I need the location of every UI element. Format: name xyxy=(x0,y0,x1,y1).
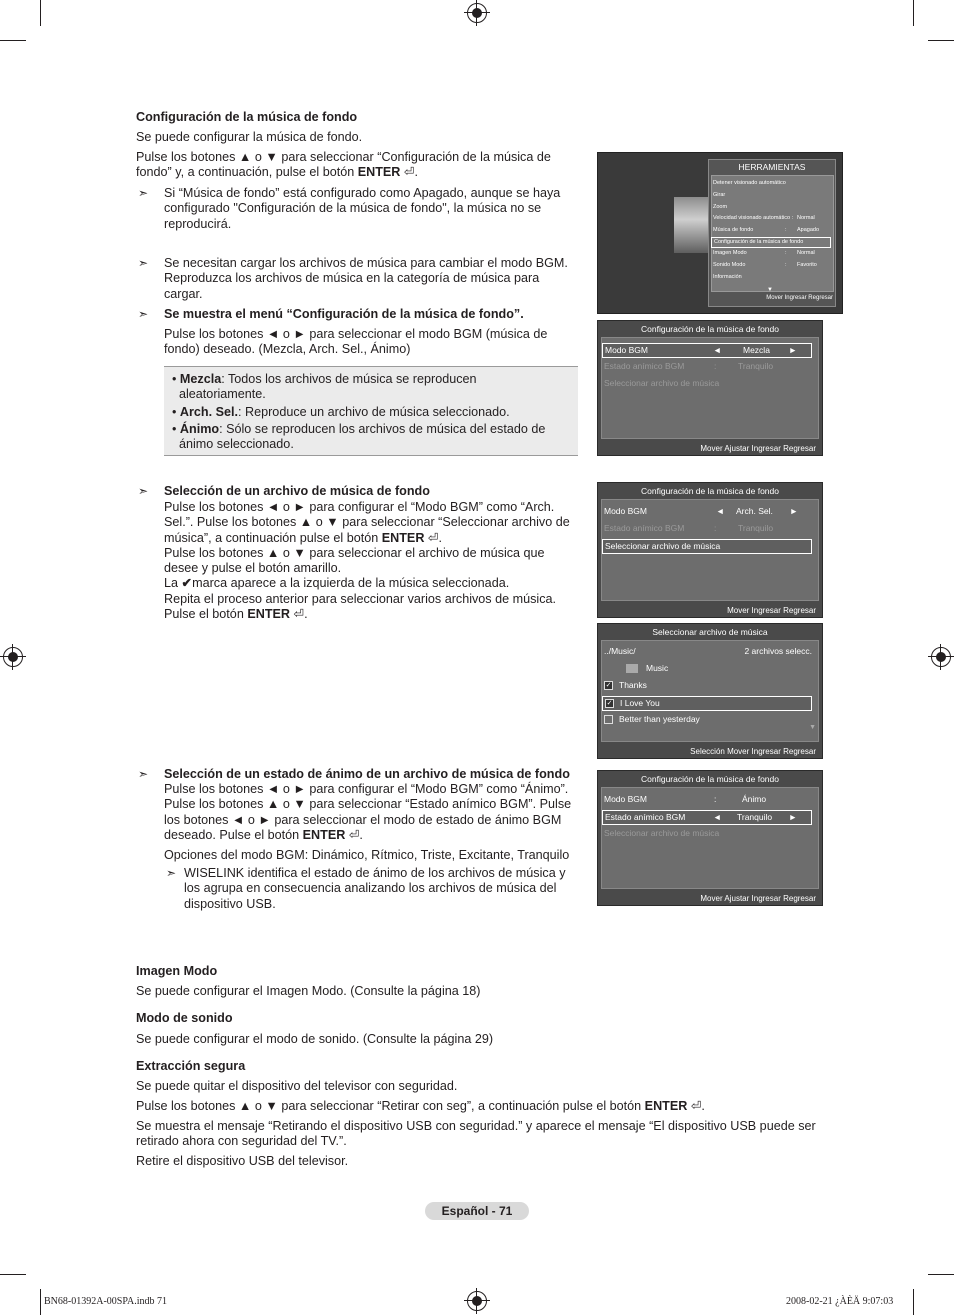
tools-item[interactable]: Velocidad visionado automático : Normal xyxy=(713,215,815,222)
body-text: Pulse los botones ▲ o ▼ para seleccionar “Configuración de la música de xyxy=(136,150,551,164)
screen-footer: Mover Ingresar Regresar xyxy=(727,606,816,615)
checkmark-icon: ✔ xyxy=(181,576,193,591)
tools-item[interactable]: Imagen Modo : Normal xyxy=(713,249,815,256)
scroll-down-icon: ▼ xyxy=(809,724,816,731)
screen-title: Configuración de la música de fondo xyxy=(641,324,779,334)
mood-row[interactable]: Estado anímico BGM : Tranquilo xyxy=(604,361,774,371)
photo-thumbnail xyxy=(674,197,710,253)
left-arrow-icon: ◄ xyxy=(716,506,725,516)
note-text: Si “Música de fondo” está configurado como Apagado, aunque se haya configurado "Configuración de la música de fondo", la música no se reproducirá. xyxy=(164,186,561,231)
enter-icon: ⏎ xyxy=(427,530,439,545)
enter-icon: ⏎ xyxy=(690,1099,702,1113)
tools-menu-title: HERRAMIENTAS xyxy=(738,162,806,172)
bgm-config-screen xyxy=(597,770,823,906)
screen-title: Configuración de la música de fondo xyxy=(641,486,779,496)
body-text: Se puede configurar el Imagen Modo. (Consulte la página 18) xyxy=(136,984,481,998)
note-arrow-icon: ➣ xyxy=(138,186,149,200)
note-text: WISELINK identifica el estado de ánimo de los archivos de música y los agrupa en consecuencia analizando los archivos de música del dispositivo USB. xyxy=(184,866,566,911)
note-arrow-icon: ➣ xyxy=(138,767,149,781)
screen-footer: Mover Ajustar Ingresar Regresar xyxy=(700,894,816,903)
crop-mark xyxy=(40,1289,41,1315)
body-text: Se puede quitar el dispositivo del televisor con seguridad. xyxy=(136,1079,458,1093)
screen-title: Configuración de la música de fondo xyxy=(641,774,779,784)
file-row[interactable]: Better than yesterday xyxy=(604,713,814,726)
right-arrow-icon: ► xyxy=(788,812,797,822)
select-file-row[interactable]: Seleccionar archivo de música xyxy=(602,539,812,554)
intro-text: Se puede configurar la música de fondo. xyxy=(136,130,363,144)
registration-mark-icon xyxy=(931,647,951,667)
bgm-mode-row[interactable]: Modo BGM : Ánimo xyxy=(604,794,767,804)
bullet-item: • Ánimo: Sólo se reproducen los archivos de música del estado de ánimo seleccionado. xyxy=(172,422,546,452)
registration-mark-icon xyxy=(467,1291,487,1311)
note-arrow-icon: ➣ xyxy=(138,307,149,321)
section-heading: Configuración de la música de fondo xyxy=(136,110,358,124)
body-text: Se muestra el mensaje “Retirando el dispositivo USB con seguridad.” y aparece el mensaje “El dispositivo USB puede ser retirado ahora con seguridad del TV.”. xyxy=(136,1119,816,1149)
crop-mark xyxy=(928,40,954,41)
tools-item[interactable]: Girar xyxy=(713,191,726,198)
folder-row[interactable]: Music xyxy=(626,662,814,675)
crop-mark xyxy=(40,0,41,26)
note-arrow-icon: ➣ xyxy=(166,866,177,880)
print-info-left: BN68-01392A-00SPA.indb 71 xyxy=(44,1296,167,1307)
screen-footer: Selección Mover Ingresar Regresar xyxy=(690,747,816,756)
file-row-selected[interactable]: ✓ I Love You xyxy=(602,696,812,711)
scroll-down-icon: ▼ xyxy=(767,287,773,293)
note-title: Selección de un archivo de música de fondo xyxy=(164,484,430,498)
bullet-item: • Arch. Sel.: Reproduce un archivo de música seleccionado. xyxy=(172,405,510,419)
bgm-mode-row[interactable]: Modo BGM ◄ Mezcla ► xyxy=(602,343,812,358)
note-text: Pulse los botones ◄ o ► para seleccionar el modo BGM (música de fondo) deseado. (Mezcla, Arch. Sel., Ánimo) xyxy=(164,327,548,357)
note-title: Se muestra el menú “Configuración de la música de fondo”. xyxy=(164,307,524,321)
screen-title: Seleccionar archivo de música xyxy=(652,627,768,637)
body-text: fondo” y, a continuación, pulse el botón ENTER ⏎. xyxy=(136,165,418,179)
note-title: Selección de un estado de ánimo de un archivo de música de fondo xyxy=(164,767,570,781)
tools-menu-screen xyxy=(597,152,843,314)
bullet-item: • Mezcla: Todos los archivos de música se reproducen aleatoriamente. xyxy=(172,372,477,402)
tools-item[interactable]: Detener visionado automático xyxy=(713,180,786,186)
tools-item[interactable]: Música de fondo : Apagado xyxy=(713,227,820,234)
enter-icon: ⏎ xyxy=(403,165,415,179)
right-arrow-icon: ► xyxy=(788,345,797,355)
folder-icon xyxy=(626,664,638,673)
body-text: Pulse los botones ▲ o ▼ para seleccionar “Retirar con seg”, a continuación pulse el botón ENTER ⏎. xyxy=(136,1099,705,1113)
note-text: Pulse los botones ◄ o ► para configurar el “Modo BGM” como “Arch. Sel.”. Pulse los botones ▲ o ▼ para seleccionar “Seleccionar archivo de música”, a continuación pulse el botón ENTER ⏎. Pulse los botones ▲ o ▼ para seleccionar el archivo de música que desee y pulse el botón amarillo. La ✔marca aparece a la izquierda de la música seleccionada. Repita el proceso anterior para seleccionar varios archivos de música. Pulse el botón ENTER ⏎. xyxy=(164,500,570,622)
tools-menu-list xyxy=(713,178,831,283)
page-number: Español - 71 xyxy=(425,1202,529,1220)
note-text: Pulse los botones ◄ o ► para configurar el “Modo BGM” como “Ánimo”. Pulse los botones ▲ o ▼ para seleccionar “Estado anímico BGM”. Pulse los botones ◄ o ► para seleccionar el modo de estado de ánimo BGM deseado. Pulse el botón ENTER ⏎. xyxy=(164,782,572,842)
tools-item[interactable]: Sonido Modo : Favorito xyxy=(713,261,817,268)
tools-item[interactable]: Información xyxy=(713,273,742,280)
select-file-row[interactable]: Seleccionar archivo de música xyxy=(604,828,720,838)
section-heading: Extracción segura xyxy=(136,1059,246,1073)
section-heading: Imagen Modo xyxy=(136,964,218,978)
checkbox-empty-icon xyxy=(604,715,613,724)
left-arrow-icon: ◄ xyxy=(713,812,722,822)
tools-item-selected[interactable]: Configuración de la música de fondo xyxy=(711,237,831,248)
note-arrow-icon: ➣ xyxy=(138,256,149,270)
checkbox-checked-icon: ✓ xyxy=(605,682,612,690)
bgm-config-screen xyxy=(597,482,823,618)
crop-mark xyxy=(0,40,26,41)
select-file-row[interactable]: Seleccionar archivo de música xyxy=(604,378,720,388)
bullet-box xyxy=(164,366,578,456)
select-music-screen xyxy=(597,623,823,759)
screen-footer: Mover Ajustar Ingresar Regresar xyxy=(700,444,816,453)
crop-mark xyxy=(0,1274,26,1275)
bgm-config-screen xyxy=(597,320,823,456)
registration-mark-icon xyxy=(467,3,487,23)
enter-icon: ⏎ xyxy=(348,827,360,842)
path-row: ../Music/ 2 archivos selecc. xyxy=(604,646,812,656)
file-row[interactable]: ✓ Thanks xyxy=(605,680,647,690)
section-heading: Modo de sonido xyxy=(136,1011,233,1025)
crop-mark xyxy=(913,0,914,26)
body-text: Se puede configurar el modo de sonido. (Consulte la página 29) xyxy=(136,1032,494,1046)
enter-icon: ⏎ xyxy=(293,607,305,622)
mood-row[interactable]: Estado anímico BGM : Tranquilo xyxy=(604,523,774,533)
registration-mark-icon xyxy=(3,647,23,667)
bgm-mode-row[interactable]: Modo BGM ◄ Arch. Sel. ► xyxy=(604,506,798,516)
note-text: Se necesitan cargar los archivos de música para cambiar el modo BGM. Reproduzca los archivos de música en la categoría de música para cargar. xyxy=(164,256,568,301)
left-arrow-icon: ◄ xyxy=(713,345,722,355)
tools-menu xyxy=(708,159,836,307)
mood-row[interactable]: Estado anímico BGM ◄ Tranquilo ► xyxy=(602,810,812,825)
body-text: Retire el dispositivo USB del televisor. xyxy=(136,1154,349,1168)
note-arrow-icon: ➣ xyxy=(138,484,149,498)
options-text: Opciones del modo BGM: Dinámico, Rítmico, Triste, Excitante, Tranquilo xyxy=(164,848,570,862)
right-arrow-icon: ► xyxy=(789,506,798,516)
print-info-right: 2008-02-21 ¿ÀÈÄ 9:07:03 xyxy=(786,1296,894,1307)
tools-menu-footer: Mover Ingresar Regresar xyxy=(766,295,833,301)
crop-mark xyxy=(928,1274,954,1275)
tools-item[interactable]: Zoom xyxy=(713,203,728,210)
checkbox-checked-icon: ✓ xyxy=(606,700,613,708)
crop-mark xyxy=(913,1289,914,1315)
